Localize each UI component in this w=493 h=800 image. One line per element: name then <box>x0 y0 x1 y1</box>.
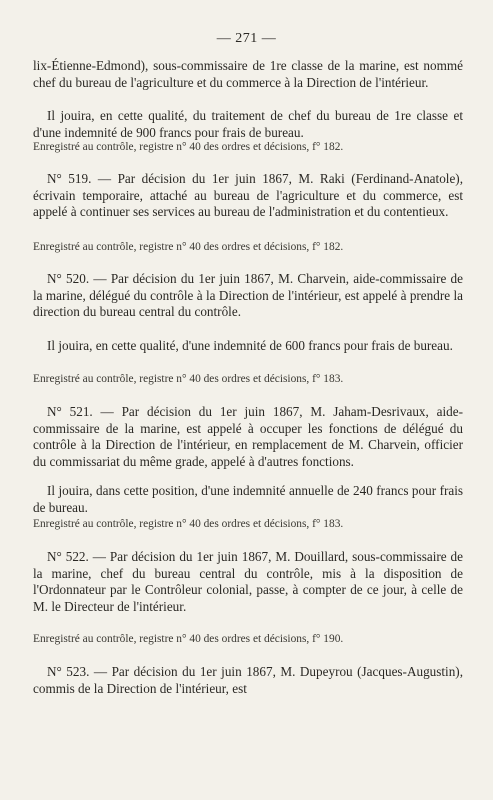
entry-0-paragraph-0: lix-Étienne-Edmond), sous-commissaire de 1re classe de la marine, est nommé chef du bureau de l'agriculture et du commerce à la Direction de l'intérieur. <box>33 58 463 90</box>
entry-3-paragraph-1: Il jouira, dans cette position, d'une indemnité annuelle de 240 francs pour frais de bureau. <box>33 483 463 515</box>
page-number: — 271 — <box>216 31 277 46</box>
entry-0-registration: Enregistré au contrôle, registre n° 40 des ordres et décisions, f° 182. <box>33 141 344 153</box>
entry-1-registration: Enregistré au contrôle, registre n° 40 des ordres et décisions, f° 182. <box>33 241 344 253</box>
entry-0-paragraph-1: Il jouira, en cette qualité, du traitement de chef du bureau de 1re classe et d'une indemnité de 900 francs pour frais de bureau. <box>33 108 463 140</box>
entry-2-registration: Enregistré au contrôle, registre n° 40 des ordres et décisions, f° 183. <box>33 373 344 385</box>
entry-2-paragraph-0: N° 520. — Par décision du 1er juin 1867, M. Charvein, aide-commissaire de la marine, délégué du contrôle à la Direction de l'intérieur, est appelé à prendre la direction du bureau central du contrôle. <box>33 271 463 320</box>
entry-4-paragraph-0: N° 522. — Par décision du 1er juin 1867, M. Douillard, sous-commissaire de la marine, chef du bureau central du contrôle, mis à la disposition de l'Ordonnateur par le Contrôleur colonial, passe, à compter de ce jour, à celle de M. le Directeur de l'intérieur. <box>33 549 463 614</box>
entry-3-paragraph-0: N° 521. — Par décision du 1er juin 1867, M. Jaham-Desrivaux, aide-commissaire de la marine, est appelé à occuper les fonctions de délégué du contrôle à la Direction de l'intérieur, en remplacement de M. Charvein, officier du commissariat du même grade, appelé à d'autres fonctions. <box>33 404 463 469</box>
entry-2-paragraph-1: Il jouira, en cette qualité, d'une indemnité de 600 francs pour frais de bureau. <box>47 338 453 353</box>
entry-3-registration: Enregistré au contrôle, registre n° 40 des ordres et décisions, f° 183. <box>33 518 344 530</box>
entry-4-registration: Enregistré au contrôle, registre n° 40 des ordres et décisions, f° 190. <box>33 633 344 645</box>
entry-5-paragraph-0: N° 523. — Par décision du 1er juin 1867, M. Dupeyrou (Jacques-Augustin), commis de la Direction de l'intérieur, est <box>33 664 463 696</box>
entry-1-paragraph-0: N° 519. — Par décision du 1er juin 1867, M. Raki (Ferdinand-Anatole), écrivain temporaire, attaché au bureau de l'agriculture et du commerce, est appelé à continuer ses services au bureau de l'administration et du contentieux. <box>33 171 463 220</box>
